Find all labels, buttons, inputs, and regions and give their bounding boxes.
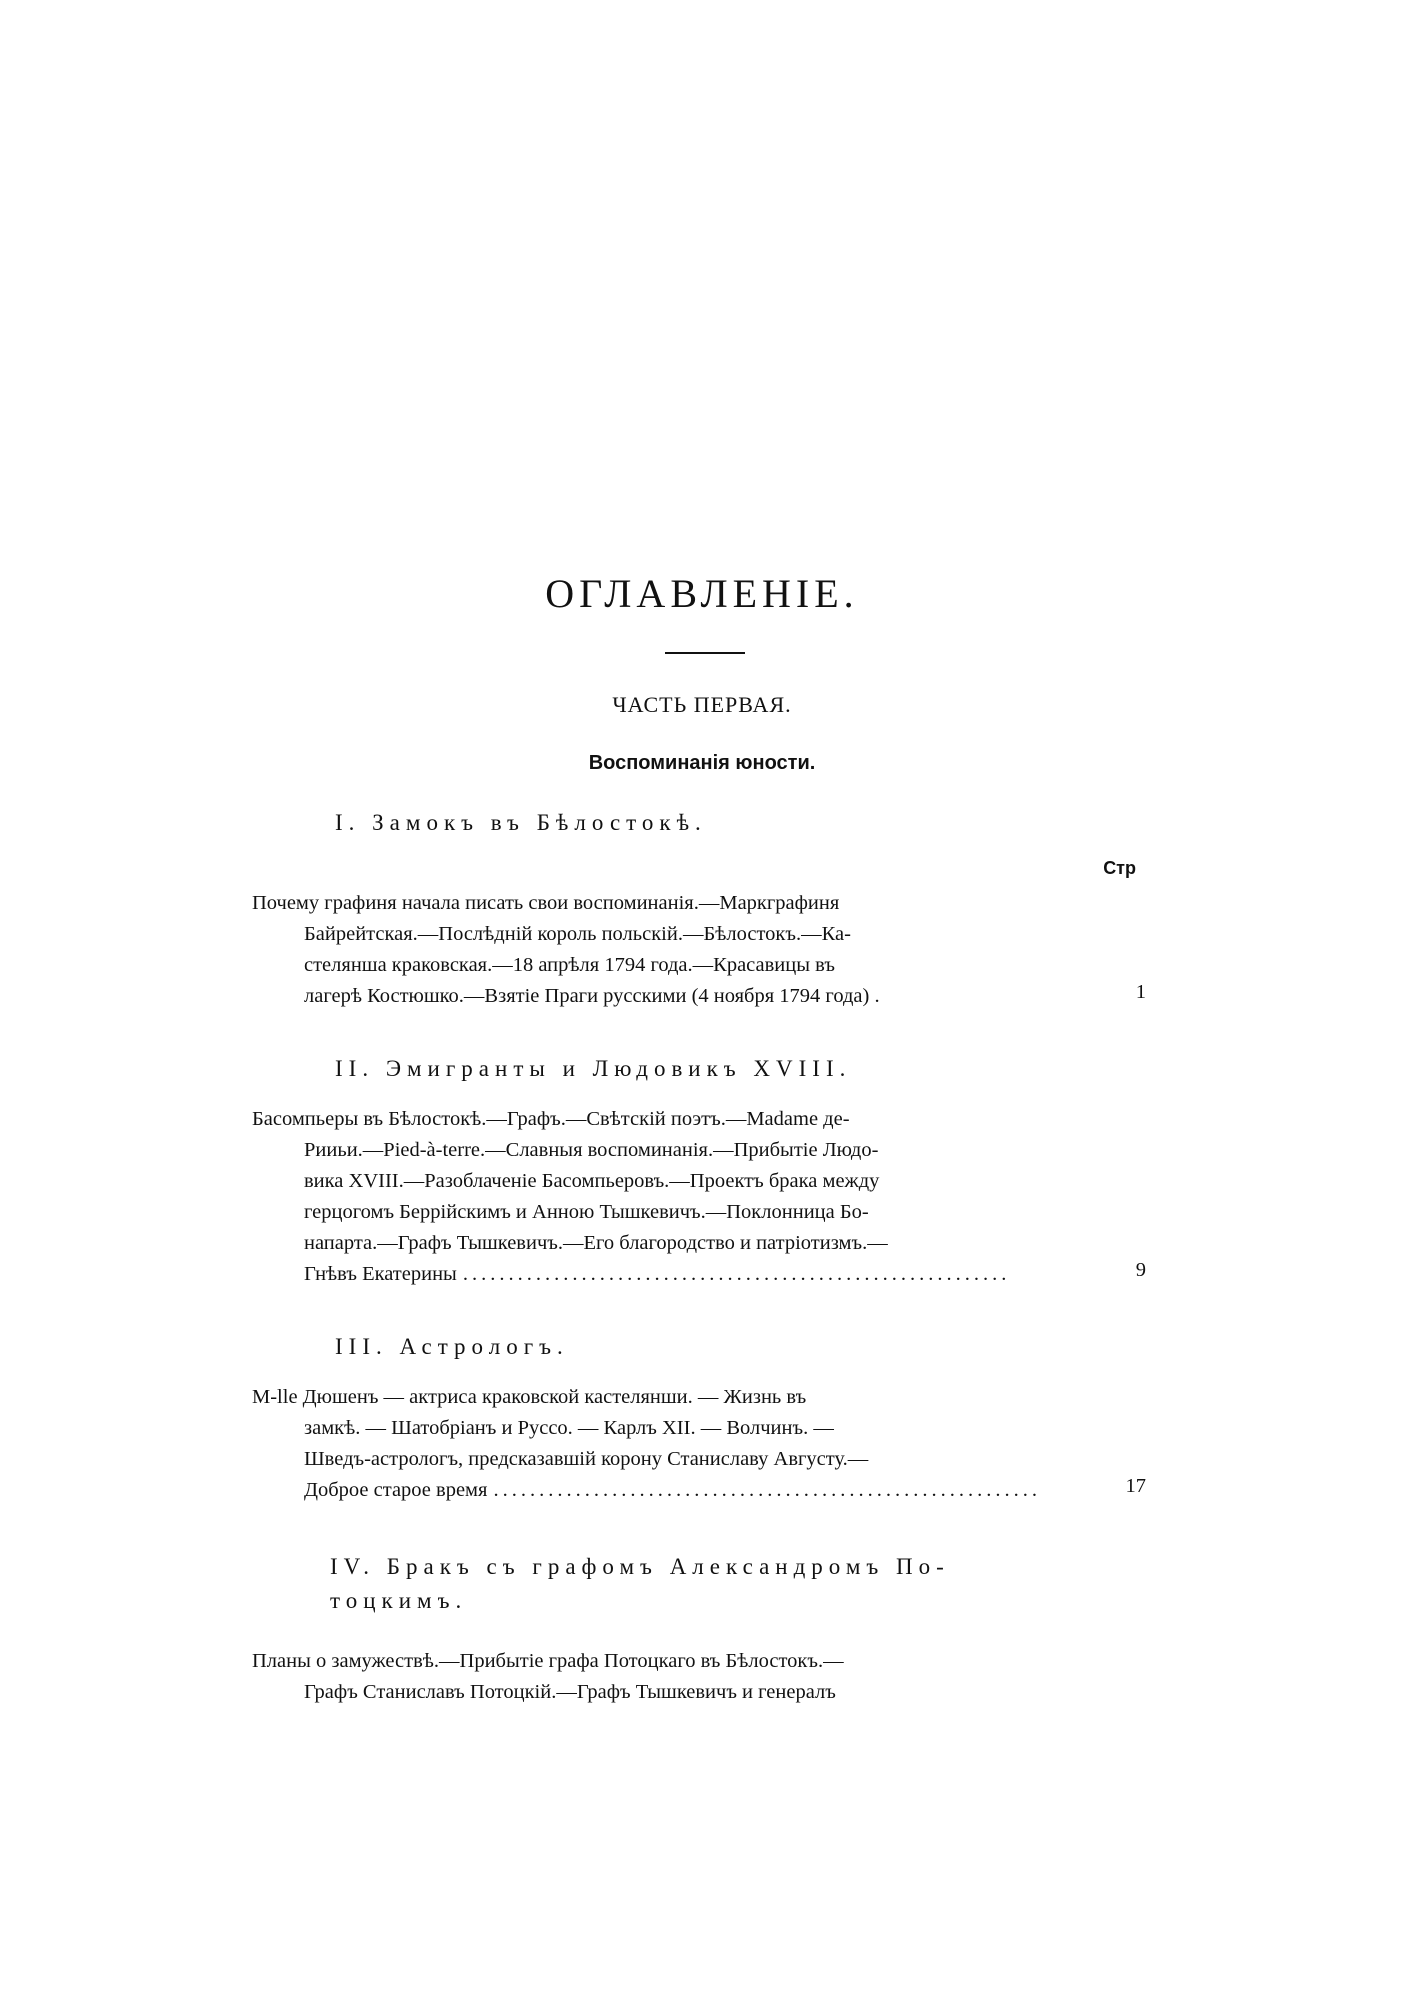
summary-line-with-leader — [252, 1259, 1077, 1290]
summary-line: Графъ Станиславъ Потоцкій.—Графъ Тышкевичъ и генералъ — [304, 1681, 836, 1703]
page-number: 9 — [1135, 1259, 1146, 1281]
summary-line: Почему графиня начала писать свои воспоминанія.—Маркграфиня — [252, 892, 840, 914]
page-number: 1 — [1135, 981, 1146, 1003]
part-heading: ЧАСТЬ ПЕРВАЯ. — [612, 692, 792, 717]
summary-line: Планы о замужествѣ.—Прибытіе графа Потоцкаго въ Бѣлостокъ.— — [252, 1650, 844, 1672]
summary-line-with-leader — [252, 1475, 1077, 1506]
dot-leader: ............................................................ — [462, 1263, 1011, 1285]
chapter-heading-line: IV. Бракъ съ графомъ Александромъ По- — [330, 1554, 950, 1579]
summary-line: Гнѣвъ Екатерины — [304, 1263, 457, 1285]
summary-line: М-lle Дюшенъ — актриса краковской кастелянши. — Жизнь въ — [252, 1386, 807, 1408]
summary-line: Шведъ-астрологъ, предсказавшій корону Станиславу Августу.— — [304, 1448, 869, 1470]
part-subtitle: Воспоминанія юности. — [588, 752, 816, 774]
chapter-summary — [252, 1382, 1077, 1506]
page-title: ОГЛАВЛЕНІЕ. — [545, 571, 859, 616]
summary-line: лагерѣ Костюшко.—Взятіе Праги русскими (4 ноября 1794 года) . — [304, 985, 880, 1007]
summary-line: Байрейтская.—Послѣдній король польскій.—Бѣлостокъ.—Ка- — [304, 923, 851, 945]
chapter-summary — [252, 1646, 1077, 1708]
chapter-heading-line: тоцкимъ. — [330, 1588, 468, 1613]
page-number: 17 — [1125, 1475, 1146, 1497]
summary-line: вика XVIII.—Разоблаченіе Басомпьеровъ.—Проектъ брака между — [304, 1170, 880, 1192]
dot-leader: ............................................................ — [493, 1479, 1041, 1501]
chapter-summary — [252, 1104, 1077, 1290]
summary-line: герцогомъ Беррійскимъ и Анною Тышкевичъ.—Поклонница Бо- — [304, 1201, 869, 1223]
chapter-heading: III. Астрологъ. — [335, 1334, 569, 1359]
page-column-header: Стр — [1103, 858, 1136, 878]
chapter-summary — [252, 888, 1077, 1012]
chapter-heading: II. Эмигранты и Людовикъ XVIII. — [335, 1056, 852, 1081]
summary-line: Рииьи.—Pied-à-terre.—Славныя воспоминанія.—Прибытіе Людо- — [304, 1139, 879, 1161]
summary-line: Басомпьеры въ Бѣлостокѣ.—Графъ.—Свѣтскій поэтъ.—Madame де- — [252, 1108, 850, 1130]
summary-line: Доброе старое время — [304, 1479, 488, 1501]
chapter-heading — [330, 1550, 950, 1618]
summary-line: стелянша краковская.—18 апрѣля 1794 года.—Красавицы въ — [304, 954, 835, 976]
chapter-heading: I. Замокъ въ Бѣлостокѣ. — [335, 810, 707, 835]
summary-line: замкѣ. — Шатобріанъ и Руссо. — Карлъ XII. — Волчинъ. — — [304, 1417, 834, 1439]
summary-line: напарта.—Графъ Тышкевичъ.—Его благородство и патріотизмъ.— — [304, 1232, 888, 1254]
title-divider — [665, 652, 745, 654]
